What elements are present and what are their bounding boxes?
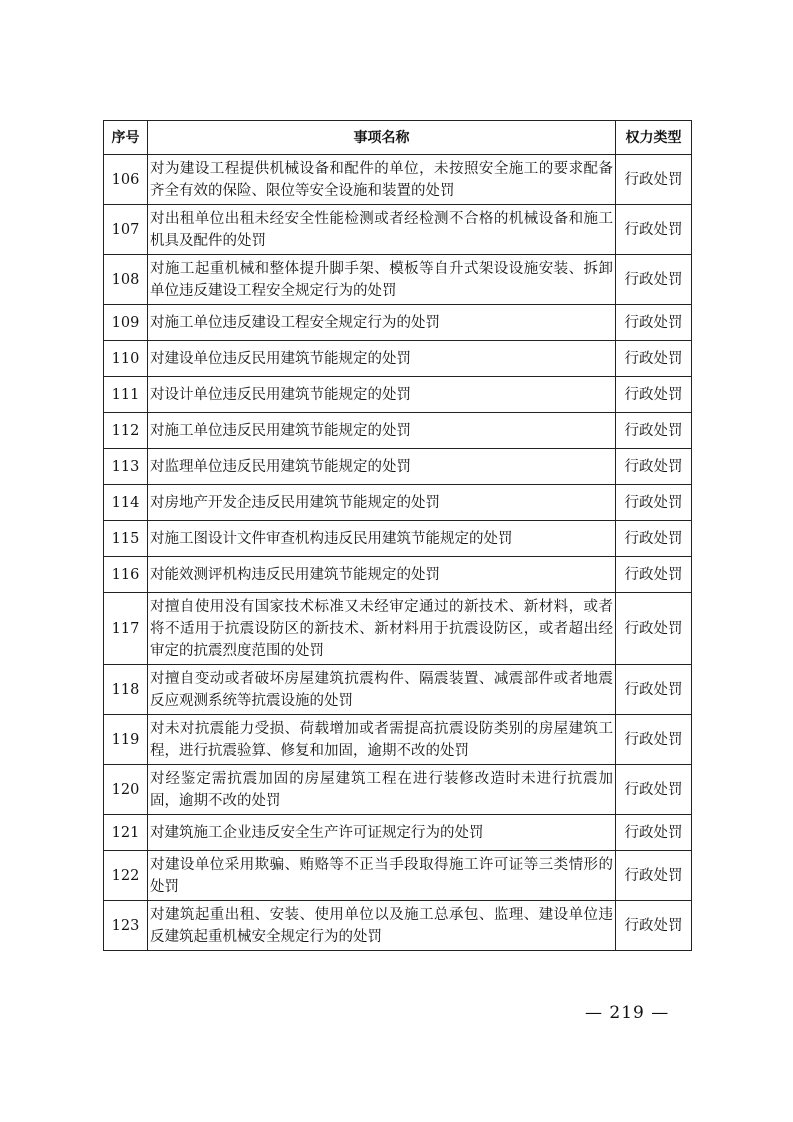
row-authority-type: 行政处罚 — [616, 255, 692, 305]
row-authority-type: 行政处罚 — [616, 305, 692, 341]
row-item-name: 对出租单位出租未经安全性能检测或者经检测不合格的机械设备和施工机具及配件的处罚 — [148, 205, 616, 255]
row-number: 118 — [104, 665, 148, 715]
row-number: 106 — [104, 155, 148, 205]
row-item-name: 对建设单位采用欺骗、贿赂等不正当手段取得施工许可证等三类情形的处罚 — [148, 851, 616, 901]
row-number: 113 — [104, 449, 148, 485]
row-item-name: 对能效测评机构违反民用建筑节能规定的处罚 — [148, 557, 616, 593]
row-number: 121 — [104, 815, 148, 851]
row-authority-type: 行政处罚 — [616, 557, 692, 593]
row-authority-type: 行政处罚 — [616, 449, 692, 485]
row-number: 117 — [104, 593, 148, 665]
row-item-name: 对施工单位违反建设工程安全规定行为的处罚 — [148, 305, 616, 341]
authority-table — [103, 120, 692, 951]
table-row — [104, 765, 692, 815]
row-number: 115 — [104, 521, 148, 557]
table-row — [104, 485, 692, 521]
table-row — [104, 255, 692, 305]
row-item-name: 对擅自使用没有国家技术标准又未经审定通过的新技术、新材料，或者将不适用于抗震设防区的新技术、新材料用于抗震设防区，或者超出经审定的抗震烈度范围的处罚 — [148, 593, 616, 665]
row-authority-type: 行政处罚 — [616, 521, 692, 557]
row-authority-type: 行政处罚 — [616, 593, 692, 665]
table-row — [104, 341, 692, 377]
row-item-name: 对施工起重机械和整体提升脚手架、模板等自升式架设设施安装、拆卸单位违反建设工程安全规定行为的处罚 — [148, 255, 616, 305]
row-item-name: 对未对抗震能力受损、荷载增加或者需提高抗震设防类别的房屋建筑工程，进行抗震验算、修复和加固，逾期不改的处罚 — [148, 715, 616, 765]
row-authority-type: 行政处罚 — [616, 377, 692, 413]
row-authority-type: 行政处罚 — [616, 851, 692, 901]
row-item-name: 对施工图设计文件审查机构违反民用建筑节能规定的处罚 — [148, 521, 616, 557]
table-row — [104, 593, 692, 665]
row-authority-type: 行政处罚 — [616, 901, 692, 951]
row-number: 116 — [104, 557, 148, 593]
row-number: 109 — [104, 305, 148, 341]
table-row — [104, 815, 692, 851]
row-item-name: 对监理单位违反民用建筑节能规定的处罚 — [148, 449, 616, 485]
table-row — [104, 305, 692, 341]
row-authority-type: 行政处罚 — [616, 815, 692, 851]
table-row — [104, 205, 692, 255]
row-item-name: 对擅自变动或者破坏房屋建筑抗震构件、隔震装置、减震部件或者地震反应观测系统等抗震设施的处罚 — [148, 665, 616, 715]
row-item-name: 对建设单位违反民用建筑节能规定的处罚 — [148, 341, 616, 377]
table-row — [104, 521, 692, 557]
row-number: 112 — [104, 413, 148, 449]
row-authority-type: 行政处罚 — [616, 341, 692, 377]
row-item-name: 对施工单位违反民用建筑节能规定的处罚 — [148, 413, 616, 449]
row-item-name: 对为建设工程提供机械设备和配件的单位，未按照安全施工的要求配备齐全有效的保险、限位等安全设施和装置的处罚 — [148, 155, 616, 205]
table-row — [104, 715, 692, 765]
row-item-name: 对设计单位违反民用建筑节能规定的处罚 — [148, 377, 616, 413]
table-row — [104, 155, 692, 205]
page-number: — 219 — — [585, 1003, 670, 1023]
row-item-name: 对建筑施工企业违反安全生产许可证规定行为的处罚 — [148, 815, 616, 851]
table-row — [104, 557, 692, 593]
row-authority-type: 行政处罚 — [616, 413, 692, 449]
row-number: 108 — [104, 255, 148, 305]
table-row — [104, 449, 692, 485]
row-number: 122 — [104, 851, 148, 901]
row-authority-type: 行政处罚 — [616, 205, 692, 255]
row-item-name: 对建筑起重出租、安装、使用单位以及施工总承包、监理、建设单位违反建筑起重机械安全规定行为的处罚 — [148, 901, 616, 951]
row-number: 111 — [104, 377, 148, 413]
row-number: 114 — [104, 485, 148, 521]
row-authority-type: 行政处罚 — [616, 155, 692, 205]
table-row — [104, 413, 692, 449]
table-row — [104, 377, 692, 413]
row-number: 107 — [104, 205, 148, 255]
header-item-name: 事项名称 — [148, 121, 616, 155]
header-authority-type: 权力类型 — [616, 121, 692, 155]
row-item-name: 对经鉴定需抗震加固的房屋建筑工程在进行装修改造时未进行抗震加固，逾期不改的处罚 — [148, 765, 616, 815]
row-authority-type: 行政处罚 — [616, 665, 692, 715]
table-row — [104, 665, 692, 715]
row-number: 119 — [104, 715, 148, 765]
row-authority-type: 行政处罚 — [616, 715, 692, 765]
row-authority-type: 行政处罚 — [616, 765, 692, 815]
row-authority-type: 行政处罚 — [616, 485, 692, 521]
table-row — [104, 851, 692, 901]
row-number: 110 — [104, 341, 148, 377]
row-number: 123 — [104, 901, 148, 951]
row-number: 120 — [104, 765, 148, 815]
header-serial-number: 序号 — [104, 121, 148, 155]
table-header-row — [104, 121, 692, 155]
table-row — [104, 901, 692, 951]
row-item-name: 对房地产开发企违反民用建筑节能规定的处罚 — [148, 485, 616, 521]
